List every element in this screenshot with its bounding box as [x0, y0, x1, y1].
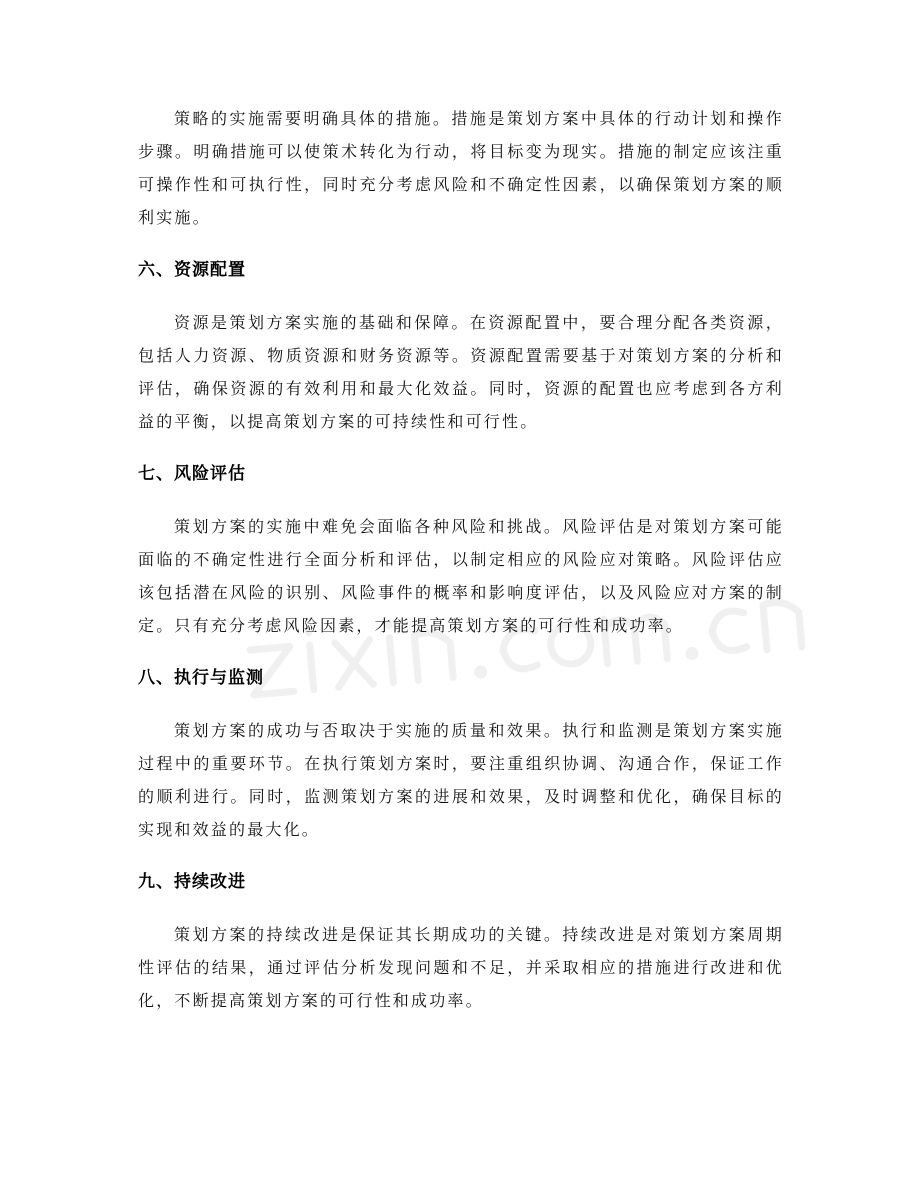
heading-execution-monitoring: 八、执行与监测 — [138, 668, 264, 688]
paragraph-risk-assessment: 策划方案的实施中难免会面临各种风险和挑战。风险评估是对策划方案可能面临的不确定性进行全面分析和评估，以制定相应的风险应对策略。风险评估应该包括潜在风险的识别、风险事件的概率和影响度评估，以及风险应对方案的制定。只有充分考虑风险因素，才能提高策划方案的可行性和成功率。 — [138, 517, 784, 635]
heading-resource-allocation: 六、资源配置 — [138, 260, 246, 280]
paragraph-continuous-improvement: 策划方案的持续改进是保证其长期成功的关键。持续改进是对策划方案周期性评估的结果，通过评估分析发现问题和不足，并采取相应的措施进行改进和优化，不断提高策划方案的可行性和成功率。 — [138, 925, 784, 1010]
heading-continuous-improvement: 九、持续改进 — [138, 872, 246, 892]
paragraph-execution-monitoring: 策划方案的成功与否取决于实施的质量和效果。执行和监测是策划方案实施过程中的重要环节。在执行策划方案时，要注重组织协调、沟通合作，保证工作的顺利进行。同时，监测策划方案的进展和效果，及时调整和优化，确保目标的实现和效益的最大化。 — [138, 721, 784, 839]
document-content — [138, 102, 784, 1017]
heading-risk-assessment: 七、风险评估 — [138, 464, 246, 484]
paragraph-resource-allocation: 资源是策划方案实施的基础和保障。在资源配置中，要合理分配各类资源，包括人力资源、物质资源和财务资源等。资源配置需要基于对策划方案的分析和评估，确保资源的有效利用和最大化效益。同时，资源的配置也应考虑到各方利益的平衡，以提高策划方案的可持续性和可行性。 — [138, 313, 784, 431]
paragraph-measures: 策略的实施需要明确具体的措施。措施是策划方案中具体的行动计划和操作步骤。明确措施可以使策术转化为行动，将目标变为现实。措施的制定应该注重可操作性和可执行性，同时充分考虑风险和不确定性因素，以确保策划方案的顺利实施。 — [138, 109, 784, 227]
